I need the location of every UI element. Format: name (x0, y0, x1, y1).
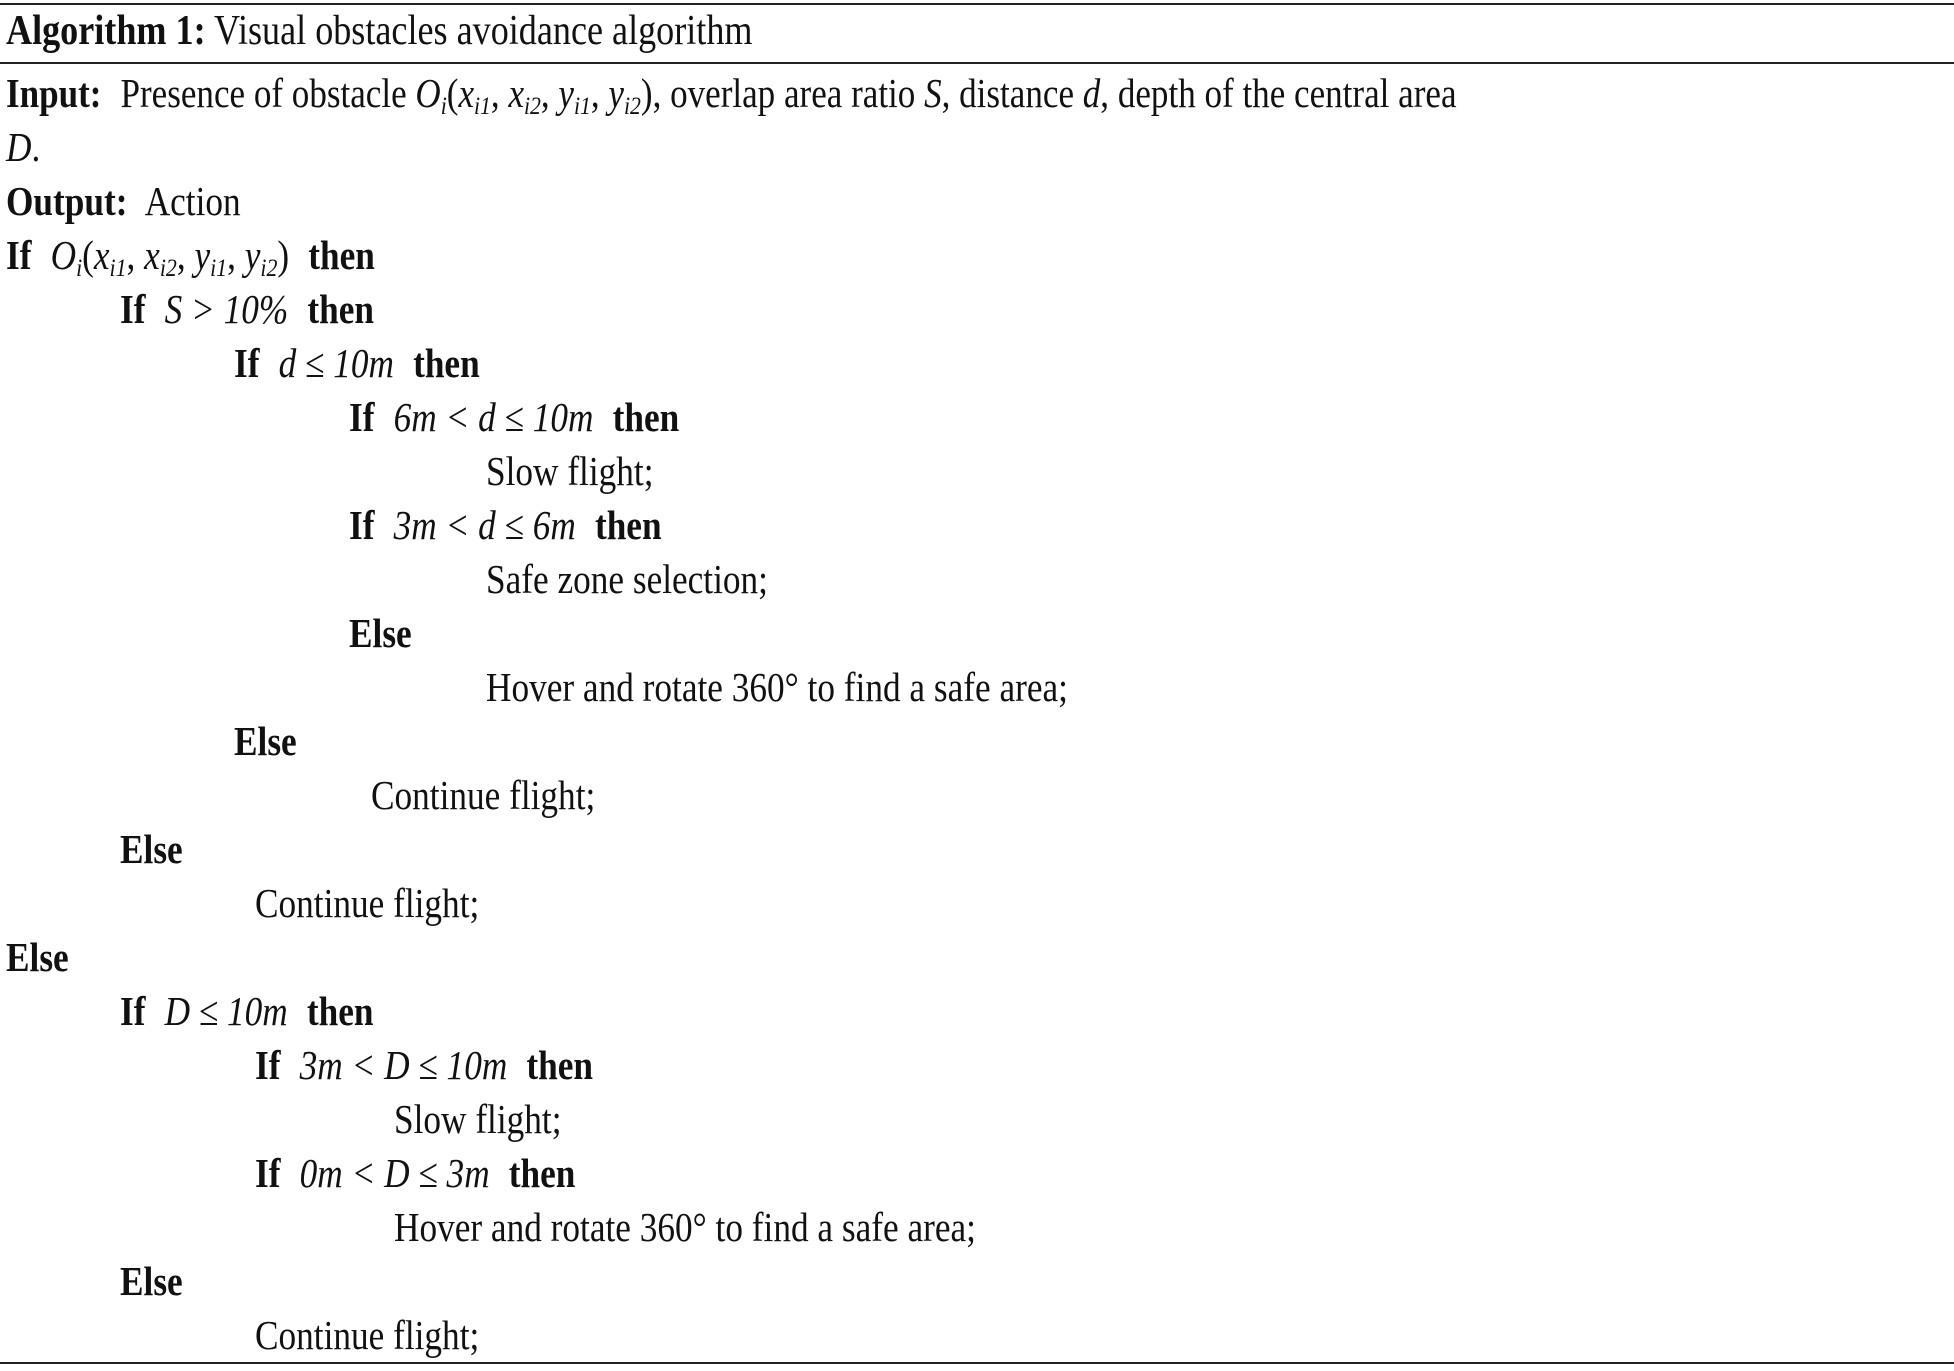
if-3-6-line: If 3m < d ≤ 6m then (349, 502, 662, 548)
if-depth-line: If D ≤ 10m then (120, 988, 374, 1034)
action-slow-flight: Slow flight; (394, 1096, 562, 1142)
action-hover: Hover and rotate 360° to find a safe area; (394, 1204, 976, 1250)
algorithm-title: Visual obstacles avoidance algorithm (214, 8, 753, 54)
action-slow-flight: Slow flight; (486, 448, 654, 494)
action-continue: Continue flight; (255, 1312, 480, 1358)
input-line: Input: Presence of obstacle $O_i(x_{i1}$, $x_{i2}$, $y_{i1}$, $y_{i2}$), overlap area ratio S, distance d, depth of the central area (6, 70, 1457, 121)
action-safe-zone: Safe zone selection; (486, 556, 768, 602)
if-6-10-line: If 6m < d ≤ 10m then (349, 394, 680, 440)
range-3-6-condition: 3m < d ≤ 6m (393, 502, 576, 548)
algorithm-label: Algorithm 1: (6, 8, 206, 54)
output-text: Action (144, 178, 241, 224)
algorithm-caption (6, 4, 752, 58)
if-obstacle-line: If $O_i(x_{i1}$, $x_{i2}$, $y_{i1}$, $y_{i2}$) then (6, 232, 375, 283)
distance-condition: d ≤ 10m (278, 340, 394, 386)
input-label: Input: (6, 70, 102, 116)
action-hover: Hover and rotate 360° to find a safe area; (486, 664, 1068, 710)
else-line-l1: Else (120, 826, 183, 872)
depth-0-3-condition: 0m < D ≤ 3m (299, 1150, 490, 1196)
if-distance-line: If d ≤ 10m then (234, 340, 480, 386)
else-depth-line: Else (120, 1258, 183, 1304)
if-depth-0-3-line: If 0m < D ≤ 3m then (255, 1150, 576, 1196)
else-line-l3: Else (349, 610, 412, 656)
overlap-condition: S > 10% (164, 286, 289, 332)
range-6-10-condition: 6m < d ≤ 10m (393, 394, 594, 440)
input-line-cont: D. (6, 124, 41, 170)
if-overlap-line: If S > 10% then (120, 286, 375, 332)
obstacle-expr: $O_i(x_{i1}$, $x_{i2}$, $y_{i1}$, $y_{i2}$) (415, 70, 653, 121)
caption-rule (0, 62, 1954, 64)
depth-condition: D ≤ 10m (164, 988, 288, 1034)
obstacle-condition: $O_i(x_{i1}$, $x_{i2}$, $y_{i1}$, $y_{i2}$) (50, 232, 290, 283)
else-line-l2: Else (234, 718, 297, 764)
output-line (6, 174, 241, 228)
depth-3-10-condition: 3m < D ≤ 10m (299, 1042, 508, 1088)
action-continue: Continue flight; (255, 880, 480, 926)
bottom-rule (0, 1362, 1954, 1364)
else-line-l0: Else (6, 934, 69, 980)
action-continue: Continue flight; (371, 772, 596, 818)
output-label: Output: (6, 178, 128, 224)
if-depth-3-10-line: If 3m < D ≤ 10m then (255, 1042, 594, 1088)
input-text: Presence of obstacle (120, 70, 407, 116)
